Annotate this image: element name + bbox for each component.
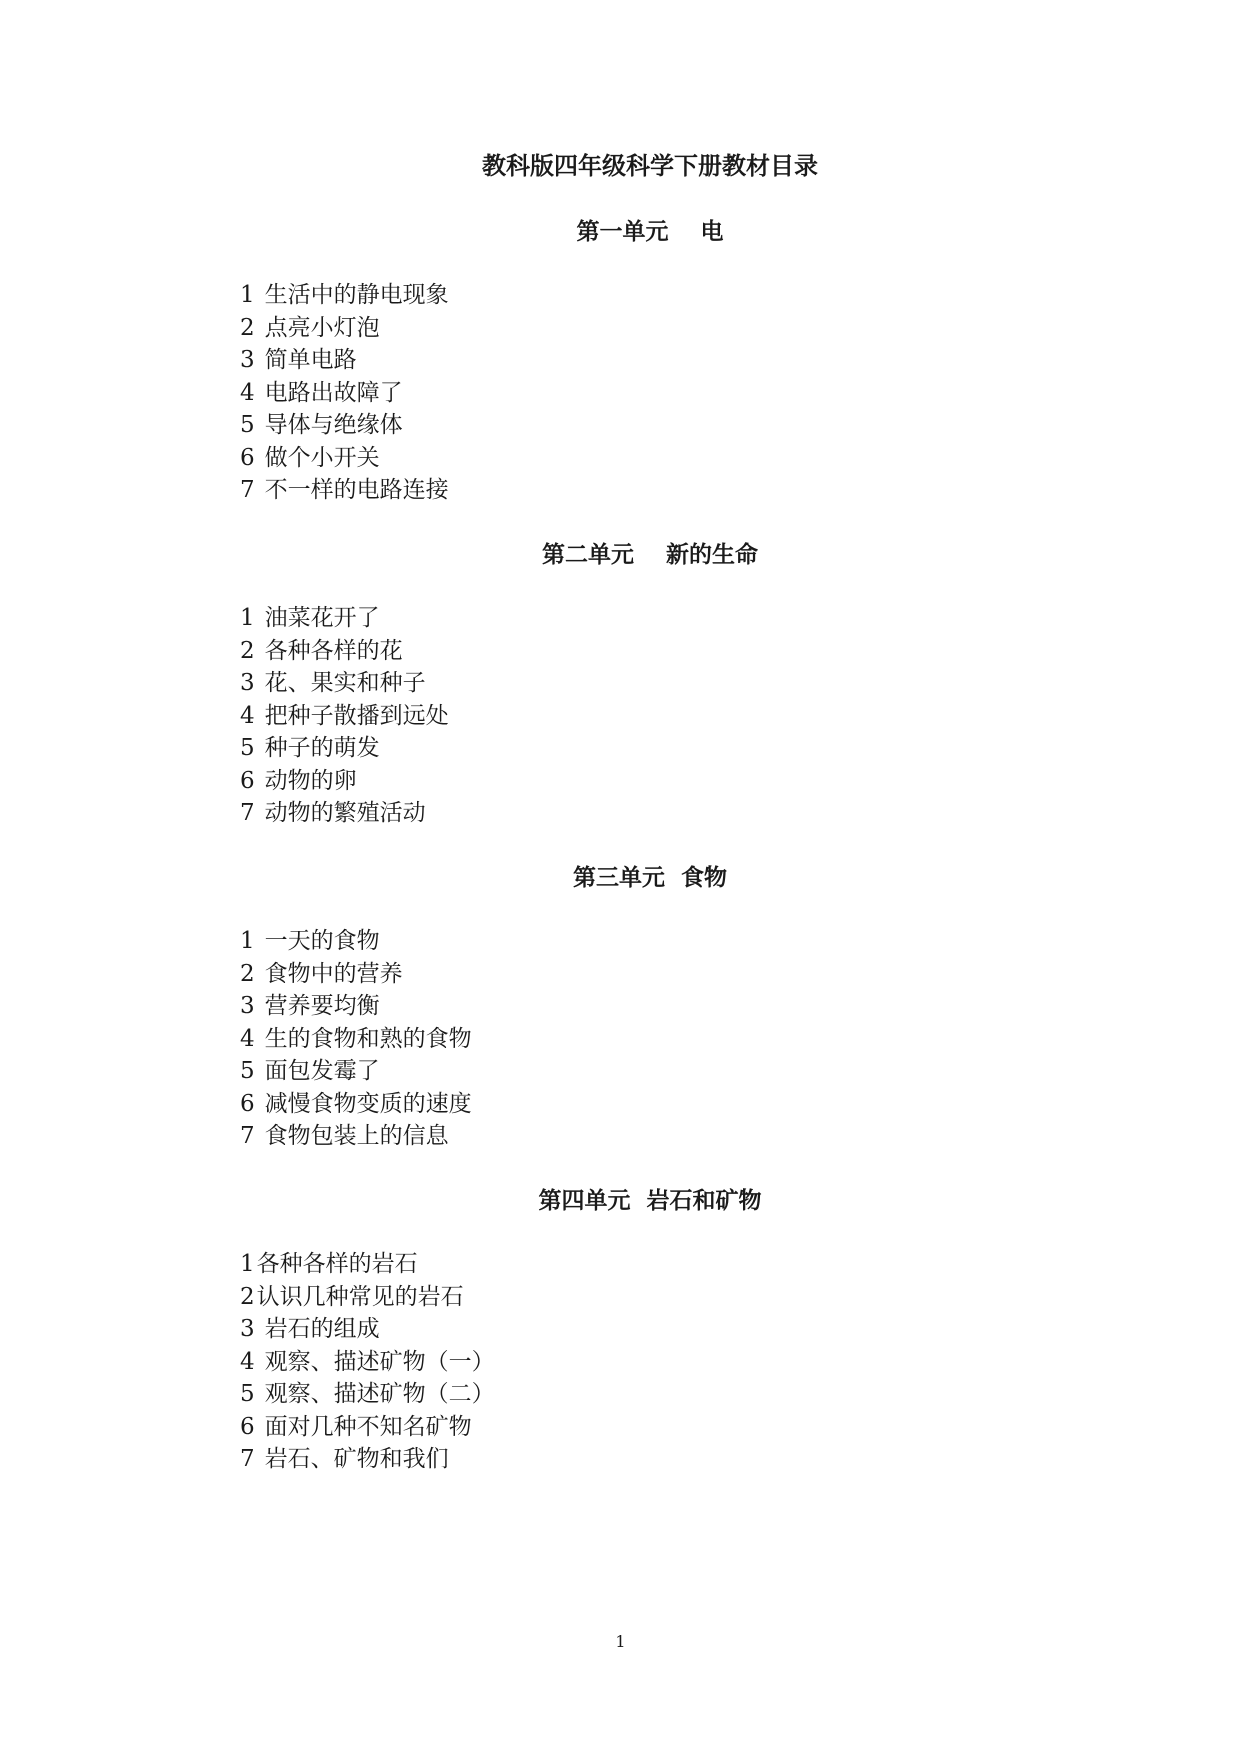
lesson-item xyxy=(240,442,449,475)
lesson-item xyxy=(240,732,449,765)
lesson-number: 4 xyxy=(240,379,255,406)
lesson-item xyxy=(240,958,472,991)
lesson-title: 观察、描述矿物（二） xyxy=(264,1381,495,1407)
lesson-item xyxy=(240,312,449,345)
lesson-number: 1 xyxy=(240,605,255,631)
unit-title: 第四单元 岩石和矿物 xyxy=(538,1188,762,1214)
lesson-number: 5 xyxy=(240,1381,255,1407)
lesson-item xyxy=(240,1055,472,1088)
lesson-number: 2 xyxy=(240,1283,255,1310)
lesson-item xyxy=(240,635,449,668)
lesson-item xyxy=(240,1088,472,1121)
lesson-list xyxy=(240,279,449,507)
lesson-title: 面对几种不知名矿物 xyxy=(264,1413,472,1440)
lesson-title: 各种各样的岩石 xyxy=(256,1251,418,1277)
lesson-number: 6 xyxy=(240,1090,255,1117)
lesson-title: 不一样的电路连接 xyxy=(264,477,449,503)
lesson-title: 电路出故障了 xyxy=(264,379,403,406)
lesson-title: 动物的繁殖活动 xyxy=(264,800,426,826)
lesson-title: 动物的卵 xyxy=(264,767,357,794)
lesson-title: 减慢食物变质的速度 xyxy=(264,1090,472,1117)
lesson-number: 2 xyxy=(240,637,255,664)
lesson-title: 花、果实和种子 xyxy=(264,670,426,696)
lesson-number: 3 xyxy=(240,347,255,373)
document-title: 教科版四年级科学下册教材目录 xyxy=(482,152,818,180)
lesson-number: 6 xyxy=(240,767,255,794)
lesson-title: 点亮小灯泡 xyxy=(264,314,380,341)
lesson-number: 4 xyxy=(240,702,255,729)
lesson-item xyxy=(240,765,449,798)
lesson-number: 6 xyxy=(240,1413,255,1440)
lesson-title: 生活中的静电现象 xyxy=(264,282,449,308)
lesson-number: 3 xyxy=(240,993,255,1019)
lesson-item xyxy=(240,377,449,410)
lesson-number: 1 xyxy=(240,928,255,954)
lesson-number: 3 xyxy=(240,1316,255,1342)
lesson-item xyxy=(240,1411,495,1444)
lesson-item xyxy=(240,1023,472,1056)
lesson-title: 认识几种常见的岩石 xyxy=(256,1283,464,1310)
lesson-item xyxy=(240,1378,495,1411)
lesson-title: 把种子散播到远处 xyxy=(264,702,449,729)
lesson-number: 4 xyxy=(240,1025,255,1052)
lesson-number: 5 xyxy=(240,1058,255,1084)
lesson-number: 7 xyxy=(240,1123,255,1149)
lesson-item xyxy=(240,700,449,733)
lesson-item xyxy=(240,667,449,700)
lesson-item xyxy=(240,1120,472,1153)
lesson-title: 油菜花开了 xyxy=(264,605,380,631)
lesson-number: 7 xyxy=(240,800,255,826)
lesson-number: 1 xyxy=(240,1251,255,1277)
unit-title: 第三单元 食物 xyxy=(572,865,727,891)
lesson-title: 营养要均衡 xyxy=(264,993,380,1019)
lesson-item xyxy=(240,602,449,635)
lesson-title: 食物包装上的信息 xyxy=(264,1123,449,1149)
lesson-item xyxy=(240,279,449,312)
lesson-title: 种子的萌发 xyxy=(264,735,380,761)
lesson-item xyxy=(240,1346,495,1379)
lesson-number: 5 xyxy=(240,412,255,438)
lesson-title: 观察、描述矿物（一） xyxy=(264,1348,495,1375)
lesson-item xyxy=(240,990,472,1023)
lesson-number: 6 xyxy=(240,444,255,471)
lesson-item xyxy=(240,1248,495,1281)
unit-title: 第二单元 新的生命 xyxy=(541,542,759,568)
lesson-list xyxy=(240,1248,495,1476)
lesson-title: 岩石、矿物和我们 xyxy=(264,1446,449,1472)
lesson-title: 一天的食物 xyxy=(264,928,380,954)
lesson-number: 4 xyxy=(240,1348,255,1375)
lesson-number: 3 xyxy=(240,670,255,696)
lesson-item xyxy=(240,797,449,830)
lesson-title: 做个小开关 xyxy=(264,444,380,471)
lesson-title: 各种各样的花 xyxy=(264,637,403,664)
lesson-item xyxy=(240,925,472,958)
unit-title: 第一单元 电 xyxy=(576,219,724,245)
lesson-list xyxy=(240,925,472,1153)
lesson-number: 2 xyxy=(240,314,255,341)
lesson-title: 面包发霉了 xyxy=(264,1058,380,1084)
lesson-number: 7 xyxy=(240,477,255,503)
lesson-number: 7 xyxy=(240,1446,255,1472)
lesson-title: 生的食物和熟的食物 xyxy=(264,1025,472,1052)
lesson-title: 食物中的营养 xyxy=(264,960,403,987)
lesson-item xyxy=(240,474,449,507)
lesson-title: 简单电路 xyxy=(264,347,357,373)
lesson-number: 1 xyxy=(240,282,255,308)
lesson-item xyxy=(240,1313,495,1346)
page-number: 1 xyxy=(615,1632,626,1651)
lesson-item xyxy=(240,344,449,377)
lesson-number: 5 xyxy=(240,735,255,761)
lesson-item xyxy=(240,409,449,442)
lesson-number: 2 xyxy=(240,960,255,987)
lesson-list xyxy=(240,602,449,830)
lesson-item xyxy=(240,1281,495,1314)
lesson-item xyxy=(240,1443,495,1476)
lesson-title: 导体与绝缘体 xyxy=(264,412,403,438)
lesson-title: 岩石的组成 xyxy=(264,1316,380,1342)
